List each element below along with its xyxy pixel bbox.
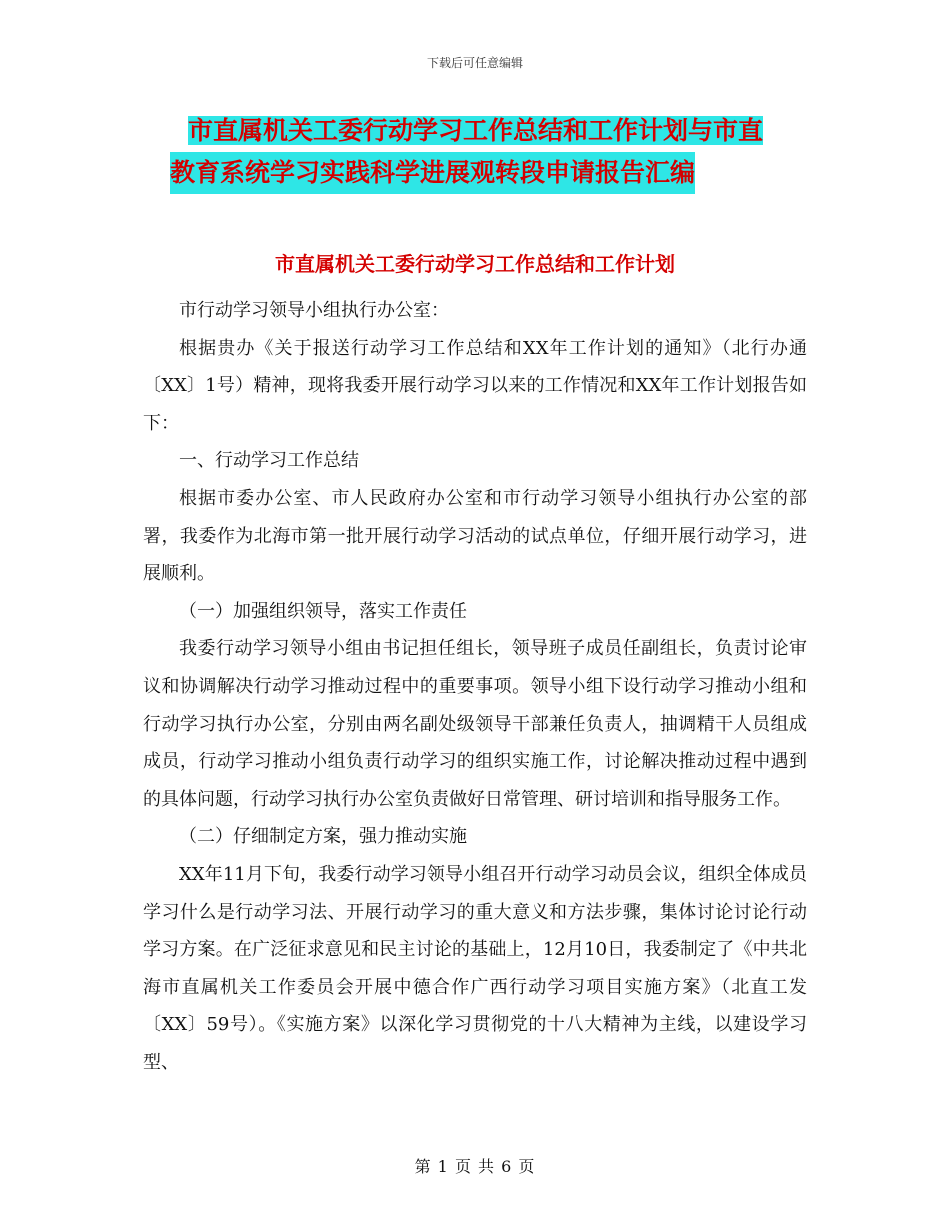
heading-level-2: （二）仔细制定方案，强力推动实施 <box>179 826 467 848</box>
document-title <box>170 110 828 194</box>
header-note: 下载后可任意编辑 <box>426 56 523 70</box>
page-footer: 第 1 页 共 6 页 <box>414 1157 536 1176</box>
paragraph: XX年11月下旬，我委行动学习领导小组召开行动学习动员会议，组织全体成员学习什么是行动学习法、开展行动学习的重大意义和方法步骤，集体讨论讨论行动学习方案。在广泛征求意见和民主讨论的基础上，12月10日，我委制定了《中共北海市直属机关工作委员会开展中德合作广西行动学习项目实施方案》（北直工发〔XX〕59号）。《实施方案》以深化学习贯彻党的十八大精神为主线，以建设学习型、 <box>143 863 807 1073</box>
document-title-line-1: 市直属机关工委行动学习工作总结和工作计划与市直 <box>188 116 764 145</box>
paragraph: 根据市委办公室、市人民政府办公室和市行动学习领导小组执行办公室的部署，我委作为北海市第一批开展行动学习活动的试点单位，仔细开展行动学习，进展顺利。 <box>143 487 807 585</box>
salutation: 市行动学习领导小组执行办公室： <box>179 300 449 321</box>
document-title-line-2: 教育系统学习实践科学进展观转段申请报告汇编 <box>170 152 695 194</box>
paragraph: 我委行动学习领导小组由书记担任组长，领导班子成员任副组长，负责讨论审议和协调解决行动学习推动过程中的重要事项。领导小组下设行动学习推动小组和行动学习执行办公室，分别由两名副处级领导干部兼任负责人，抽调精干人员组成成员，行动学习推动小组负责行动学习的组织实施工作，讨论解决推动过程中遇到的具体问题，行动学习执行办公室负责做好日常管理、研讨培训和指导服务工作。 <box>143 638 807 810</box>
section-title: 市直属机关工委行动学习工作总结和工作计划 <box>275 252 675 276</box>
heading-level-2: （一）加强组织领导，落实工作责任 <box>179 600 467 622</box>
paragraph: 根据贵办《关于报送行动学习工作总结和XX年工作计划的通知》（北行办通〔XX〕1号）精神，现将我委开展行动学习以来的工作情况和XX年工作计划报告如下： <box>143 337 807 434</box>
document-body <box>143 292 807 1081</box>
heading-level-1: 一、行动学习工作总结 <box>179 450 359 472</box>
